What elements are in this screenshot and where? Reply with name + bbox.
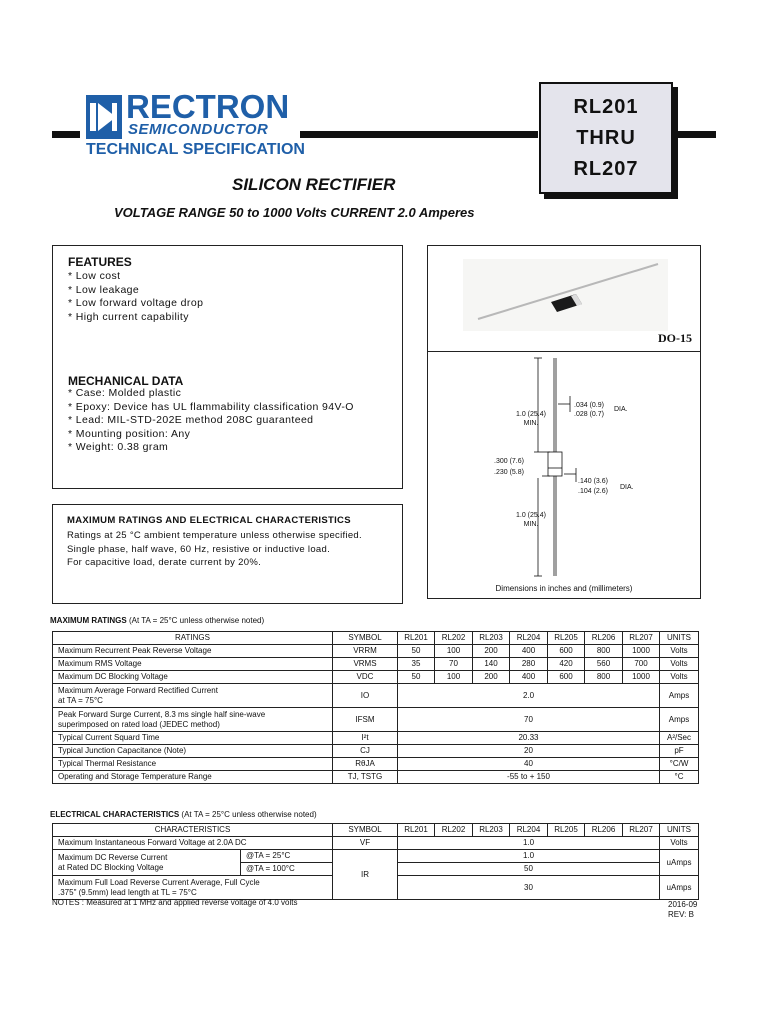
row-symbol: VRMS [333, 658, 398, 671]
row-symbol: IR [333, 850, 398, 900]
row-value: 40 [398, 758, 660, 771]
ratings-note-panel [52, 504, 403, 604]
row-label: Maximum Instantaneous Forward Voltage at 2.0A DC [53, 837, 333, 850]
table-row [53, 684, 699, 708]
header-cell: CHARACTERISTICS [53, 824, 333, 837]
dim-body-length [494, 456, 524, 478]
table-row [53, 850, 699, 863]
header-cell: RL205 [548, 824, 585, 837]
table-header-row [53, 632, 699, 645]
row-value: 600 [548, 645, 585, 658]
dim-text: .300 (7.6) [494, 458, 524, 465]
row-value: 50 [398, 671, 435, 684]
rectron-logo-icon [86, 95, 122, 139]
features-panel [52, 245, 403, 489]
dim-text: .104 (2.6) [578, 488, 608, 495]
ratings-note-line: For capacitive load, derate current by 20%. [67, 557, 262, 568]
ratings-note-line: Ratings at 25 °C ambient temperature unless otherwise specified. [67, 530, 362, 541]
package-panel [427, 245, 701, 599]
list-item: * High current capability [68, 310, 189, 323]
part-number-first: RL201 [573, 95, 639, 118]
table-row [53, 708, 699, 732]
row-label-line: at TA = 75°C [58, 695, 103, 705]
row-value: 35 [398, 658, 435, 671]
row-unit: °C/W [660, 758, 699, 771]
row-value: 200 [473, 671, 510, 684]
row-value: 1.0 [398, 837, 660, 850]
row-value: 100 [435, 671, 473, 684]
row-symbol: VF [333, 837, 398, 850]
elec-char-table [52, 823, 699, 900]
brand-name: RECTRON [126, 88, 290, 125]
part-number-thru: THRU [576, 126, 636, 149]
header-cell: RL201 [398, 824, 435, 837]
part-number-last: RL207 [573, 157, 639, 180]
table-row [53, 671, 699, 684]
list-item: * Low cost [68, 270, 121, 282]
row-label-line: Maximum Full Load Reverse Current Average, Full Cycle [58, 877, 260, 887]
row-value: 100 [435, 645, 473, 658]
header-cell: RL207 [623, 632, 660, 645]
row-label: Maximum Recurrent Peak Reverse Voltage [53, 645, 333, 658]
header-rule-right [676, 131, 716, 138]
mechanical-data-heading: MECHANICAL DATA [68, 374, 184, 388]
dimensions-caption: Dimensions in inches and (millimeters) [495, 584, 633, 593]
list-item: * Weight: 0.38 gram [68, 441, 169, 453]
row-value: 20 [398, 745, 660, 758]
max-ratings-title-bold: MAXIMUM RATINGS [50, 616, 127, 625]
dim-lead-diameter [574, 401, 604, 419]
row-value: 420 [548, 658, 585, 671]
row-label: Maximum DC Blocking Voltage [53, 671, 333, 684]
row-unit: Amps [660, 708, 699, 732]
row-value: 140 [473, 658, 510, 671]
list-item: * Case: Molded plastic [68, 387, 182, 399]
row-value: -55 to + 150 [398, 771, 660, 784]
header-cell: RL205 [548, 632, 585, 645]
row-label-line: Maximum DC Reverse Current [58, 852, 168, 862]
row-symbol: IO [333, 684, 398, 708]
header-cell: RL206 [585, 632, 623, 645]
page-title: SILICON RECTIFIER [232, 175, 396, 194]
row-label [53, 708, 333, 732]
row-label [53, 850, 241, 876]
revision-date: 2016-09 [668, 900, 698, 909]
header-cell: SYMBOL [333, 632, 398, 645]
part-number-box [539, 82, 673, 194]
header-cell: RL207 [623, 824, 660, 837]
list-item: * Low leakage [68, 283, 140, 296]
table-row [53, 758, 699, 771]
notes-text: NOTES : Measured at 1 MHz and applied reverse voltage of 4.0 volts [52, 898, 298, 907]
list-item: * Lead: MIL-STD-202E method 208C guaranteed [68, 414, 314, 426]
table-row [53, 745, 699, 758]
row-symbol: TJ, TSTG [333, 771, 398, 784]
dim-text: .230 (5.8) [494, 469, 524, 476]
row-unit: uAmps [660, 850, 699, 876]
revision-label: REV: B [668, 910, 694, 919]
features-list [68, 270, 203, 324]
row-symbol: CJ [333, 745, 398, 758]
dimension-drawing [428, 352, 700, 582]
dim-text: .028 (0.7) [574, 411, 604, 418]
header-cell: UNITS [660, 632, 699, 645]
row-value: 560 [585, 658, 623, 671]
row-symbol: RθJA [333, 758, 398, 771]
row-unit: Volts [660, 658, 699, 671]
mechanical-data-list [68, 387, 354, 455]
row-unit: Volts [660, 837, 699, 850]
max-ratings-table [52, 631, 699, 784]
row-label: Typical Current Squard Time [53, 732, 333, 745]
list-item: * Mounting position: Any [68, 427, 191, 440]
row-value: 400 [510, 671, 548, 684]
header-rule-left [52, 131, 80, 138]
package-name: DO-15 [658, 331, 692, 345]
list-item: * Epoxy: Device has UL flammability classification 94V-O [68, 400, 354, 413]
row-value: 50 [398, 645, 435, 658]
ratings-note-text [67, 529, 362, 570]
header-cell: RL206 [585, 824, 623, 837]
dim-body-diameter [578, 477, 608, 497]
page-subtitle: VOLTAGE RANGE 50 to 1000 Volts CURRENT 2.0 Amperes [114, 205, 475, 220]
row-label: Typical Junction Capacitance (Note) [53, 745, 333, 758]
ratings-note-line: Single phase, half wave, 60 Hz, resistive or inductive load. [67, 543, 331, 555]
row-value: 50 [398, 863, 660, 876]
table-row [53, 732, 699, 745]
row-value: 1000 [623, 671, 660, 684]
header-rule-middle [300, 131, 538, 138]
row-value: 1.0 [398, 850, 660, 863]
row-value: 30 [398, 876, 660, 900]
revision-block [668, 900, 697, 920]
row-value: 200 [473, 645, 510, 658]
row-symbol: VDC [333, 671, 398, 684]
header-cell: UNITS [660, 824, 699, 837]
row-value: 1000 [623, 645, 660, 658]
header-cell: SYMBOL [333, 824, 398, 837]
dim-text: 1.0 (25.4) [516, 411, 546, 418]
elec-char-title-bold: ELECTRICAL CHARACTERISTICS [50, 810, 180, 819]
technical-specification-label: TECHNICAL SPECIFICATION [86, 141, 305, 158]
dim-text: .140 (3.6) [578, 478, 608, 485]
row-value: 20.33 [398, 732, 660, 745]
row-label: Maximum RMS Voltage [53, 658, 333, 671]
row-value: 600 [548, 671, 585, 684]
row-label-line: Maximum Average Forward Rectified Current [58, 685, 218, 695]
row-value: 800 [585, 671, 623, 684]
max-ratings-title [50, 616, 264, 625]
row-label-line: superimposed on rated load (JEDEC method) [58, 719, 220, 729]
header-cell: RL204 [510, 824, 548, 837]
dim-lead-length-bottom [516, 511, 546, 529]
header-cell: RL201 [398, 632, 435, 645]
row-unit: pF [660, 745, 699, 758]
row-value: 70 [398, 708, 660, 732]
row-unit: uAmps [660, 876, 699, 900]
elec-char-title-rest: (At TA = 25°C unless otherwise noted) [179, 810, 317, 819]
row-label: Typical Thermal Resistance [53, 758, 333, 771]
header-cell: RL204 [510, 632, 548, 645]
list-item: * Low forward voltage drop [68, 297, 204, 309]
header-cell: RL202 [435, 632, 473, 645]
row-unit: Volts [660, 671, 699, 684]
row-unit: °C [660, 771, 699, 784]
row-label-line: .375" (9.5mm) lead length at TL = 75°C [58, 887, 197, 897]
table-row [53, 771, 699, 784]
table-header-row [53, 824, 699, 837]
row-unit: Amps [660, 684, 699, 708]
features-heading: FEATURES [68, 255, 132, 269]
row-value: 2.0 [398, 684, 660, 708]
row-symbol: VRRM [333, 645, 398, 658]
max-ratings-title-rest: (At TA = 25°C unless otherwise noted) [126, 616, 265, 625]
header-cell: RL203 [473, 632, 510, 645]
brand-subtitle: SEMICONDUCTOR [128, 121, 269, 138]
table-row [53, 645, 699, 658]
ratings-note-heading: MAXIMUM RATINGS AND ELECTRICAL CHARACTERISTICS [67, 515, 351, 526]
dim-text: 1.0 (25.4) [516, 512, 546, 519]
header-cell: RL203 [473, 824, 510, 837]
row-label: Operating and Storage Temperature Range [53, 771, 333, 784]
row-label-line: Peak Forward Surge Current, 8.3 ms single half sine-wave [58, 709, 266, 719]
dim-text: .034 (0.9) [574, 402, 604, 409]
dim-text: MIN. [523, 521, 539, 528]
row-symbol: IFSM [333, 708, 398, 732]
row-label [53, 876, 333, 900]
header-cell: RATINGS [53, 632, 333, 645]
row-value: 800 [585, 645, 623, 658]
diode-photo [458, 256, 673, 336]
row-label-line: at Rated DC Blocking Voltage [58, 862, 164, 872]
dim-lead-length-top [516, 410, 546, 428]
row-symbol: I²t [333, 732, 398, 745]
row-value: 70 [435, 658, 473, 671]
row-unit: A²/Sec [660, 732, 699, 745]
elec-char-title [50, 810, 317, 819]
dim-lead-dia-label: DIA. [614, 406, 628, 413]
dim-body-dia-label: DIA. [620, 484, 634, 491]
table-row [53, 837, 699, 850]
row-value: 700 [623, 658, 660, 671]
row-unit: Volts [660, 645, 699, 658]
row-label [53, 684, 333, 708]
dim-text: MIN. [523, 420, 539, 427]
row-value: 400 [510, 645, 548, 658]
table-row [53, 658, 699, 671]
row-condition: @TA = 100°C [241, 863, 333, 876]
row-condition: @TA = 25°C [241, 850, 333, 863]
header-cell: RL202 [435, 824, 473, 837]
row-value: 280 [510, 658, 548, 671]
